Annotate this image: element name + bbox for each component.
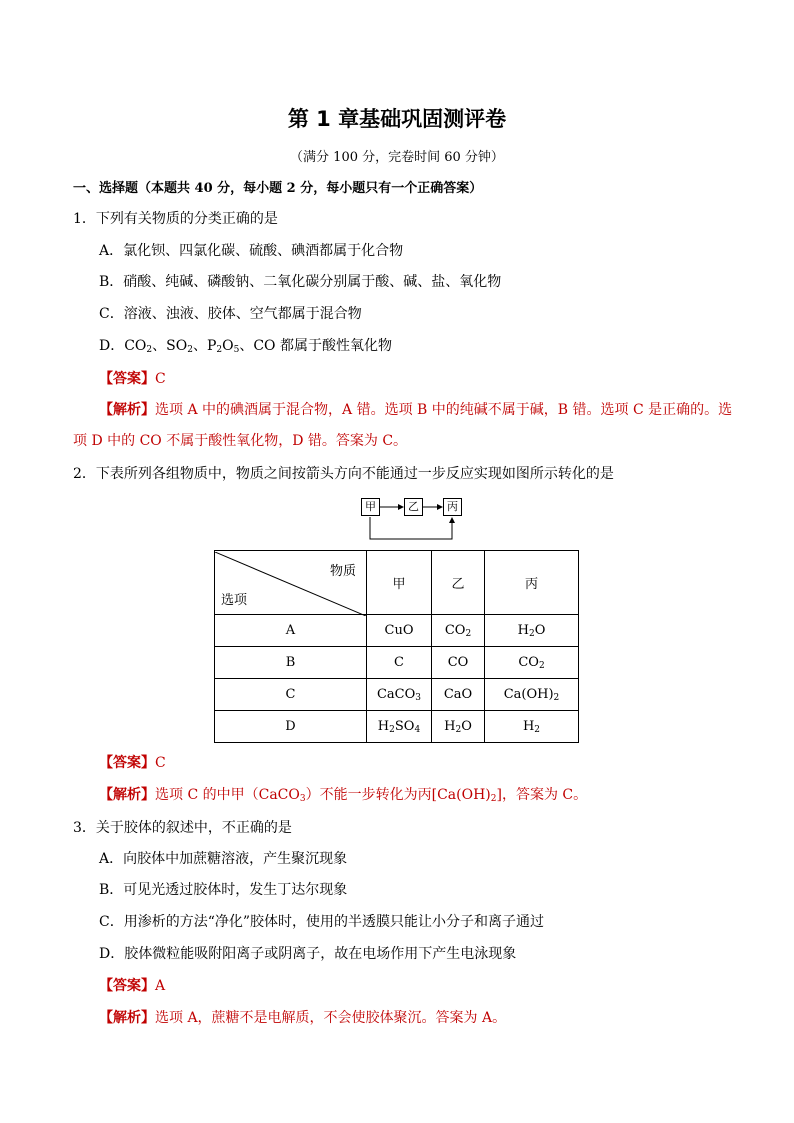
question-3-option-c: C．用渗析的方法“净化”胶体时，使用的半透膜只能让小分子和离子通过 (99, 914, 545, 930)
question-1-analysis-line-1: 【解析】选项 A 中的碘酒属于混合物，A 错。选项 B 中的纯碱不属于碱，B 错。选项 C 是正确的。选 (99, 402, 733, 418)
table-row (215, 647, 579, 679)
question-2-analysis: 【解析】选项 C 的中甲（CaCO$_3$）不能一步转化为丙$[Ca(OH)_2]$，答案为 C。 (99, 787, 588, 804)
question-2-answer: 【答案】C (99, 755, 166, 771)
table-cell-jia: $H_2SO_4$ (367, 711, 432, 743)
question-3-option-b: B．可见光透过胶体时，发生丁达尔现象 (99, 882, 348, 898)
conversion-arrows (360, 496, 470, 542)
table-cell-jia: C (367, 647, 432, 679)
table-row (215, 615, 579, 647)
table-cell-option: B (215, 647, 367, 679)
table-cell-jia: CaCO$_3$ (367, 679, 432, 711)
page-title: 第 1 章基础巩固测评卷 (287, 107, 507, 131)
exam-info: （满分 100 分，完卷时间 60 分钟） (290, 150, 504, 165)
arrow-jia-to-bing (370, 517, 452, 539)
table-cell-yi: $H_2O$ (432, 711, 485, 743)
table-cell-option: C (215, 679, 367, 711)
column-header-bing: 丙 (485, 551, 579, 615)
question-3-answer: 【答案】A (99, 978, 166, 994)
table-row (215, 679, 579, 711)
question-1-stem: 1．下列有关物质的分类正确的是 (73, 211, 278, 227)
section-heading: 一、选择题（本题共 40 分，每小题 2 分，每小题只有一个正确答案） (73, 181, 483, 196)
table-cell-bing: $H_2O$ (485, 615, 579, 647)
table-cell-yi: CO (432, 647, 485, 679)
table-cell-bing: $CO_2$ (485, 647, 579, 679)
question-2-stem: 2．下表所列各组物质中，物质之间按箭头方向不能通过一步反应实现如图所示转化的是 (73, 466, 614, 482)
question-1-option-d: D．$CO_2$、$SO_2$、$P_2O_5$、CO 都属于酸性氧化物 (99, 338, 392, 355)
diagram-box-bing: 丙 (443, 498, 462, 516)
question-1-answer: 【答案】C (99, 371, 166, 387)
question-1-option-c: C．溶液、浊液、胶体、空气都属于混合物 (99, 306, 362, 322)
header-option-label: 选项 (221, 592, 248, 608)
table-cell-jia: CuO (367, 615, 432, 647)
question-3-option-a: A．向胶体中加蔗糖溶液，产生聚沉现象 (99, 851, 348, 867)
table-cell-option: A (215, 615, 367, 647)
question-3-stem: 3．关于胶体的叙述中，不正确的是 (73, 820, 292, 836)
table-cell-bing: $Ca(OH)_2$ (485, 679, 579, 711)
diagram-box-jia: 甲 (361, 498, 380, 516)
table-row (215, 711, 579, 743)
column-header-yi: 乙 (432, 551, 485, 615)
question-1-option-a: A．氯化钡、四氯化碳、硫酸、碘酒都属于化合物 (99, 243, 404, 259)
table-cell-yi: $CO_2$ (432, 615, 485, 647)
table-cell-yi: CaO (432, 679, 485, 711)
options-table (214, 550, 579, 743)
column-header-jia: 甲 (367, 551, 432, 615)
question-1-analysis-line-2: 项 D 中的 CO 不属于酸性氧化物，D 错。答案为 C。 (73, 433, 408, 449)
table-cell-option: D (215, 711, 367, 743)
diagram-box-yi: 乙 (404, 498, 423, 516)
question-3-option-d: D．胶体微粒能吸附阳离子或阴离子，故在电场作用下产生电泳现象 (99, 946, 517, 962)
header-substance-label: 物质 (329, 563, 356, 579)
table-diagonal-header (215, 551, 367, 615)
question-3-analysis: 【解析】选项 A，蔗糖不是电解质，不会使胶体聚沉。答案为 A。 (99, 1010, 507, 1026)
question-1-option-b: B．硝酸、纯碱、磷酸钠、二氧化碳分别属于酸、碱、盐、氧化物 (99, 274, 502, 290)
table-cell-bing: $H_2$ (485, 711, 579, 743)
